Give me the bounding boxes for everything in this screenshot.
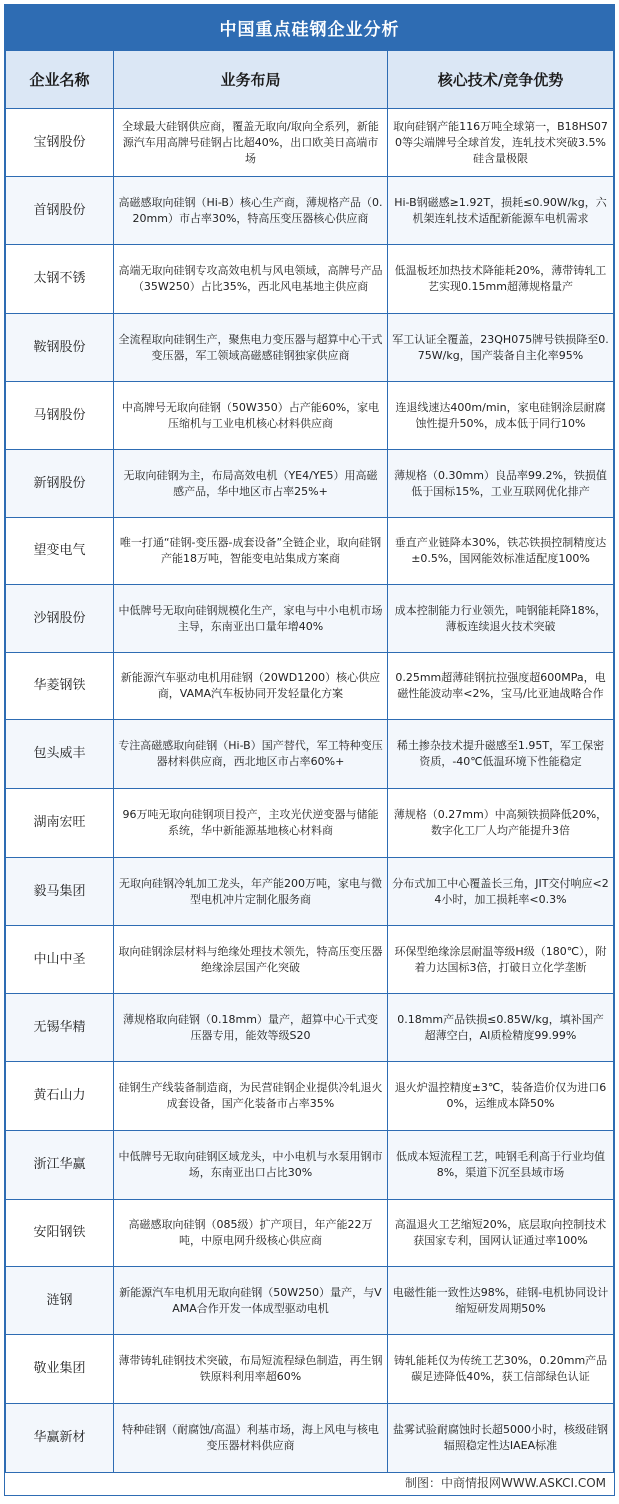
enterprise-table	[5, 50, 614, 1473]
company-name-cell: 黄石山力	[6, 1062, 114, 1131]
company-name-cell: 无锡华精	[6, 994, 114, 1062]
source-credit: 制图：中商情报网WWW.ASKCI.COM	[405, 1476, 606, 1490]
business-layout-cell: 硅钢生产线装备制造商，为民营硅钢企业提供冷轧退火成套设备，国产化装备市占率35%	[114, 1062, 388, 1131]
business-layout-cell: 薄带铸轧硅钢技术突破，布局短流程绿色制造，再生钢铁原料利用率超60%	[114, 1335, 388, 1404]
table-row	[6, 245, 614, 314]
core-tech-cell: 分布式加工中心覆盖长三角，JIT交付响应<24小时，加工损耗率<0.3%	[388, 858, 614, 926]
table-row	[6, 720, 614, 789]
business-layout-cell: 高磁感取向硅钢（Hi-B）核心生产商，薄规格产品（0.20mm）市占率30%，特高压变压器核心供应商	[114, 177, 388, 245]
table-row	[6, 109, 614, 177]
company-name-cell: 安阳钢铁	[6, 1200, 114, 1267]
table-row	[6, 382, 614, 450]
core-tech-cell: 薄规格（0.30mm）良品率99.2%，铁损值低于国标15%，工业互联网优化排产	[388, 450, 614, 518]
core-tech-cell: 0.18mm产品铁损≤0.85W/kg，填补国产超薄空白，AI质检精度99.99%	[388, 994, 614, 1062]
table-row	[6, 518, 614, 585]
company-name-cell: 浙江华赢	[6, 1131, 114, 1200]
business-layout-cell: 高端无取向硅钢专攻高效电机与风电领域，高牌号产品（35W250）占比35%，西北风电基地主供应商	[114, 245, 388, 314]
header-business-layout: 业务布局	[114, 51, 388, 109]
table-body	[6, 109, 614, 1473]
table-row	[6, 177, 614, 245]
table-row	[6, 858, 614, 926]
business-layout-cell: 无取向硅钢冷轧加工龙头，年产能200万吨，家电与微型电机冲片定制化服务商	[114, 858, 388, 926]
table-row	[6, 653, 614, 720]
business-layout-cell: 中低牌号无取向硅钢规模化生产，家电与中小电机市场主导，东南亚出口量年增40%	[114, 585, 388, 653]
table-header-row	[6, 51, 614, 109]
company-name-cell: 新钢股份	[6, 450, 114, 518]
business-layout-cell: 专注高磁感取向硅钢（Hi-B）国产替代，军工特种变压器材料供应商，西北地区市占率60%+	[114, 720, 388, 789]
business-layout-cell: 新能源汽车电机用无取向硅钢（50W250）量产，与VAMA合作开发一体成型驱动电机	[114, 1267, 388, 1335]
business-layout-cell: 取向硅钢涂层材料与绝缘处理技术领先，特高压变压器绝缘涂层国产化突破	[114, 926, 388, 994]
business-layout-cell: 无取向硅钢为主，布局高效电机（YE4/YE5）用高磁感产品，华中地区市占率25%+	[114, 450, 388, 518]
company-name-cell: 涟钢	[6, 1267, 114, 1335]
core-tech-cell: 取向硅钢产能116万吨全球第一，B18HS070等尖端牌号全球首发，连轧技术突破3.5%硅含量极限	[388, 109, 614, 177]
core-tech-cell: 军工认证全覆盖，23QH075牌号铁损降至0.75W/kg，国产装备自主化率95%	[388, 314, 614, 382]
table-row	[6, 1200, 614, 1267]
business-layout-cell: 新能源汽车驱动电机用硅钢（20WD1200）核心供应商，VAMA汽车板协同开发轻量化方案	[114, 653, 388, 720]
core-tech-cell: 盐雾试验耐腐蚀时长超5000小时，核级硅钢辐照稳定性达IAEA标准	[388, 1404, 614, 1473]
company-name-cell: 沙钢股份	[6, 585, 114, 653]
core-tech-cell: 退火炉温控精度±3℃，装备造价仅为进口60%，运维成本降50%	[388, 1062, 614, 1131]
core-tech-cell: Hi-B钢磁感≥1.92T，损耗≤0.90W/kg，六机架连轧技术适配新能源车电机需求	[388, 177, 614, 245]
company-name-cell: 望变电气	[6, 518, 114, 585]
company-name-cell: 湖南宏旺	[6, 789, 114, 858]
company-name-cell: 敬业集团	[6, 1335, 114, 1404]
core-tech-cell: 电磁性能一致性达98%，硅钢-电机协同设计缩短研发周期50%	[388, 1267, 614, 1335]
table-row	[6, 314, 614, 382]
company-name-cell: 华赢新材	[6, 1404, 114, 1473]
table-row	[6, 1335, 614, 1404]
page	[4, 4, 615, 1496]
core-tech-cell: 铸轧能耗仅为传统工艺30%，0.20mm产品碳足迹降低40%，获工信部绿色认证	[388, 1335, 614, 1404]
business-layout-cell: 薄规格取向硅钢（0.18mm）量产，超算中心干式变压器专用，能效等级S20	[114, 994, 388, 1062]
core-tech-cell: 薄规格（0.27mm）中高频铁损降低20%，数字化工厂人均产能提升3倍	[388, 789, 614, 858]
company-name-cell: 马钢股份	[6, 382, 114, 450]
table-row	[6, 450, 614, 518]
core-tech-cell: 0.25mm超薄硅钢抗拉强度超600MPa，电磁性能波动率<2%，宝马/比亚迪战略合作	[388, 653, 614, 720]
business-layout-cell: 唯一打通“硅钢-变压器-成套设备”全链企业，取向硅钢产能18万吨，智能变电站集成方案商	[114, 518, 388, 585]
company-name-cell: 宝钢股份	[6, 109, 114, 177]
company-name-cell: 中山中圣	[6, 926, 114, 994]
company-name-cell: 毅马集团	[6, 858, 114, 926]
header-core-tech: 核心技术/竞争优势	[388, 51, 614, 109]
core-tech-cell: 稀土掺杂技术提升磁感至1.95T，军工保密资质，-40℃低温环境下性能稳定	[388, 720, 614, 789]
core-tech-cell: 低成本短流程工艺，吨钢毛利高于行业均值8%，渠道下沉至县域市场	[388, 1131, 614, 1200]
business-layout-cell: 全球最大硅钢供应商，覆盖无取向/取向全系列，新能源汽车用高牌号硅钢占比超40%，出口欧美日高端市场	[114, 109, 388, 177]
page-title: 中国重点硅钢企业分析	[5, 5, 614, 50]
company-name-cell: 鞍钢股份	[6, 314, 114, 382]
business-layout-cell: 全流程取向硅钢生产，聚焦电力变压器与超算中心干式变压器，军工领域高磁感硅钢独家供应商	[114, 314, 388, 382]
business-layout-cell: 中低牌号无取向硅钢区域龙头，中小电机与水泵用钢市场，东南亚出口占比30%	[114, 1131, 388, 1200]
table-row	[6, 1131, 614, 1200]
business-layout-cell: 中高牌号无取向硅钢（50W350）占产能60%，家电压缩机与工业电机核心材料供应商	[114, 382, 388, 450]
business-layout-cell: 高磁感取向硅钢（085级）扩产项目，年产能22万吨，中原电网升级核心供应商	[114, 1200, 388, 1267]
core-tech-cell: 成本控制能力行业领先，吨钢能耗降18%，薄板连续退火技术突破	[388, 585, 614, 653]
company-name-cell: 包头威丰	[6, 720, 114, 789]
company-name-cell: 华菱钢铁	[6, 653, 114, 720]
table-row	[6, 1404, 614, 1473]
header-company-name: 企业名称	[6, 51, 114, 109]
core-tech-cell: 环保型绝缘涂层耐温等级H级（180℃），附着力达国标3倍，打破日立化学垄断	[388, 926, 614, 994]
company-name-cell: 首钢股份	[6, 177, 114, 245]
business-layout-cell: 特种硅钢（耐腐蚀/高温）利基市场，海上风电与核电变压器材料供应商	[114, 1404, 388, 1473]
table-row	[6, 585, 614, 653]
company-name-cell: 太钢不锈	[6, 245, 114, 314]
table-row	[6, 994, 614, 1062]
table-row	[6, 926, 614, 994]
core-tech-cell: 低温板坯加热技术降能耗20%，薄带铸轧工艺实现0.15mm超薄规格量产	[388, 245, 614, 314]
table-row	[6, 789, 614, 858]
table-row	[6, 1267, 614, 1335]
table-row	[6, 1062, 614, 1131]
core-tech-cell: 高温退火工艺缩短20%，底层取向控制技术获国家专利，国网认证通过率100%	[388, 1200, 614, 1267]
core-tech-cell: 垂直产业链降本30%，铁芯铁损控制精度达±0.5%，国网能效标准适配度100%	[388, 518, 614, 585]
core-tech-cell: 连退线速达400m/min，家电硅钢涂层耐腐蚀性提升50%，成本低于同行10%	[388, 382, 614, 450]
business-layout-cell: 96万吨无取向硅钢项目投产，主攻光伏逆变器与储能系统，华中新能源基地核心材料商	[114, 789, 388, 858]
